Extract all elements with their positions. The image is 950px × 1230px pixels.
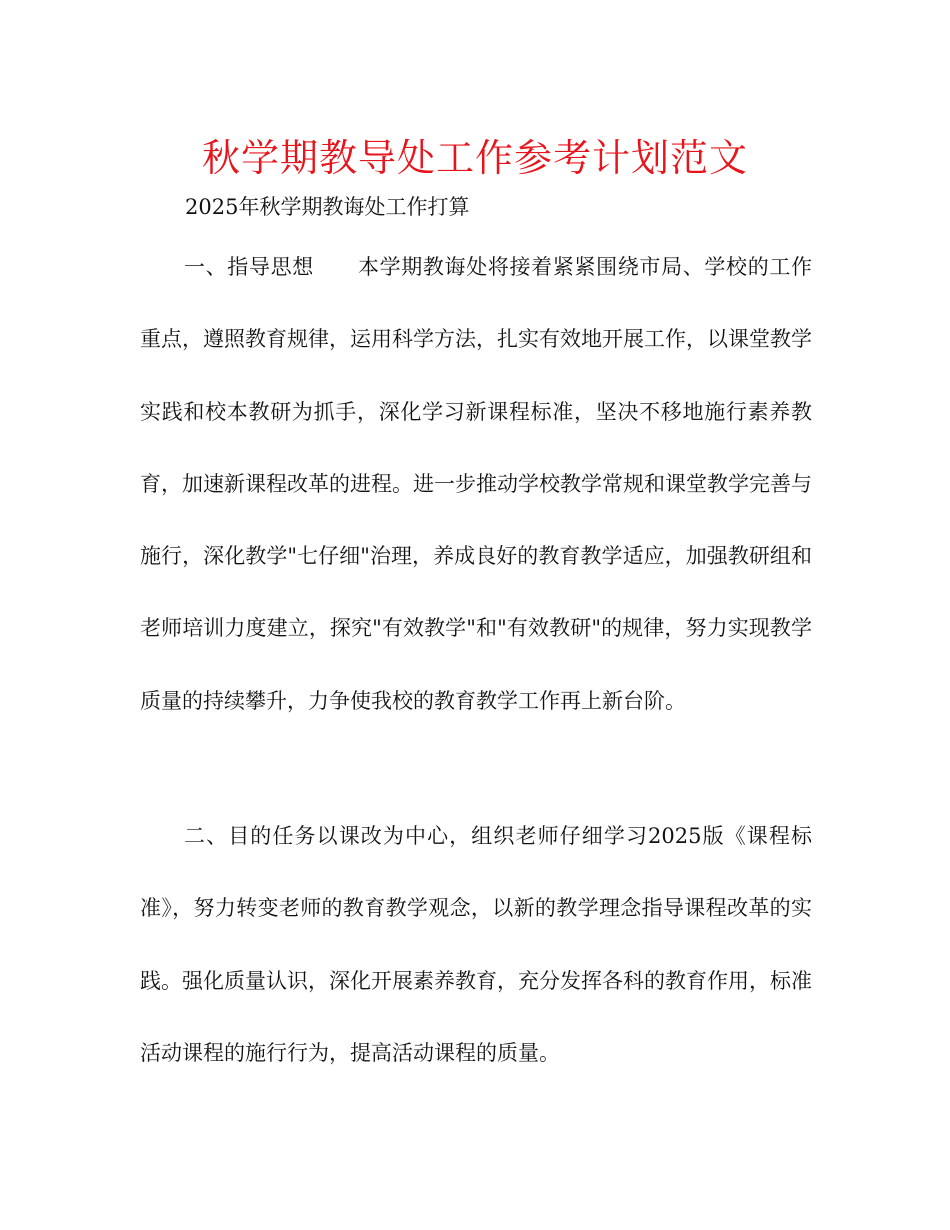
section-text-goals-tasks: 以课改为中心，组织老师仔细学习2025版《课程标准》，努力转变老师的教育教学观念，以新的教学理念指导课程改革的实践。强化质量认识，深化开展素养教育，充分发挥各科的教育作用，标准活动课程的施行行为，提高活动课程的质量。 [140,824,812,1065]
section-goals-tasks [140,800,812,1089]
section-guiding-ideology [140,231,812,737]
section-heading-guiding-ideology: 一、指导思想 [184,255,314,279]
document-subtitle: 2025年秋学期教诲处工作打算 [185,195,470,219]
document-title: 秋学期教导处工作参考计划范文 [201,136,748,180]
section-text-guiding-ideology: 本学期教诲处将接着紧紧围绕市局、学校的工作重点，遵照教育规律，运用科学方法，扎实有效地开展工作，以课堂教学实践和校本教研为抓手，深化学习新课程标准，坚决不移地施行素养教育，加速新课程改革的进程。进一步推动学校教学常规和课堂教学完善与施行，深化教学"七仔细"治理，养成良好的教育教学适应，加强教研组和老师培训力度建立，探究"有效教学"和"有效教研"的规律，努力实现教学质量的持续攀升，力争使我校的教育教学工作再上新台阶。 [140,255,813,713]
section-heading-goals-tasks: 二、目的任务 [184,824,317,848]
